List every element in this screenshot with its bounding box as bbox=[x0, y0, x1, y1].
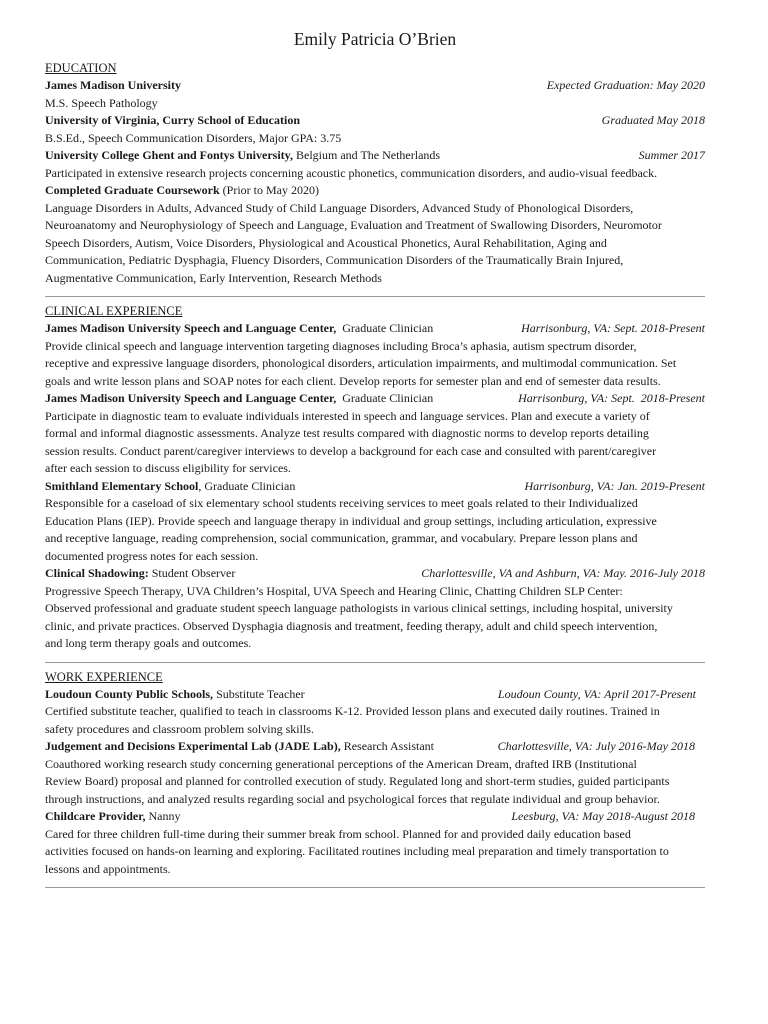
entry-line: receptive and expressive language disorders, phonological disorders, articulation impairments, and multimodal communication. Set bbox=[45, 356, 677, 370]
entry-line: Participate in diagnostic team to evaluate individuals interested in speech and language services. Plan and execute a variety of bbox=[45, 408, 650, 423]
education-heading: EDUCATION bbox=[45, 61, 117, 75]
clinical-heading: CLINICAL EXPERIENCE bbox=[45, 304, 183, 318]
school-date: Expected Graduation: May 2020 bbox=[546, 78, 705, 92]
entry-line: Certified substitute teacher, qualified to teach in classrooms K-12. Provided lesson plans and executed daily routines. Trained in bbox=[45, 704, 660, 718]
entry-line: Coauthored working research study concerning generational perceptions of the American Dream, drafted IRB (Institutional bbox=[45, 756, 637, 771]
entry-date: Charlottesville, VA and Ashburn, VA: May. 2016-July 2018 bbox=[421, 566, 705, 580]
entry-org: Loudoun County Public Schools, bbox=[45, 686, 214, 701]
school-name: University College Ghent and Fontys University, bbox=[45, 148, 293, 162]
entry-line: and long term therapy goals and outcomes. bbox=[45, 636, 252, 650]
entry-line: through instructions, and analyzed results regarding social and psychological forces that regulate individual and group behavior. bbox=[45, 791, 660, 806]
work-heading: WORK EXPERIENCE bbox=[45, 669, 163, 684]
coursework-heading bbox=[45, 182, 705, 200]
school-location: Belgium and The Netherlands bbox=[293, 148, 441, 162]
entry-line: and receptive language, reading comprehension, social communication, grammar, and vocabulary. Prepare lesson plans and bbox=[45, 531, 638, 545]
degree-text: B.S.Ed., Speech Communication Disorders, Major GPA: 3.75 bbox=[45, 130, 342, 145]
school-date: Summer 2017 bbox=[638, 148, 705, 162]
education-entry-ghent bbox=[45, 147, 705, 165]
entry-org: James Madison University Speech and Language Center, bbox=[45, 391, 337, 405]
education-section bbox=[45, 60, 705, 287]
entry-line: activities focused on hands-on learning and exploring. Facilitated routines including meal preparation and timely transportation to bbox=[45, 844, 669, 858]
clinical-entry-header bbox=[45, 390, 705, 408]
coursework-line: Language Disorders in Adults, Advanced Study of Child Language Disorders, Advanced Study of Phonological Disorders, bbox=[45, 200, 634, 215]
clinical-entry-header bbox=[45, 565, 705, 583]
entry-line: session results. Conduct parent/caregiver interviews to develop a background for each case and consulted with parent/caregiver bbox=[45, 443, 657, 458]
entry-role: Graduate Clinician bbox=[336, 391, 434, 405]
degree-text: M.S. Speech Pathology bbox=[45, 95, 158, 110]
work-entry-header bbox=[45, 738, 705, 756]
entry-date: Harrisonburg, VA: Sept. 2018-Present bbox=[518, 391, 705, 405]
clinical-section bbox=[45, 303, 705, 653]
entry-line: after each session to discuss eligibility for services. bbox=[45, 461, 291, 475]
coursework-line: Augmentative Communication, Early Intervention, Research Methods bbox=[45, 270, 382, 285]
section-divider bbox=[45, 662, 705, 663]
entry-role: Substitute Teacher bbox=[213, 686, 305, 701]
study-abroad-desc: Participated in extensive research projects concerning acoustic phonetics, communication disorders, and audio-visual feedback. bbox=[45, 165, 658, 180]
education-entry-jmu bbox=[45, 77, 705, 95]
entry-date: Charlottesville, VA: July 2016-May 2018 bbox=[497, 739, 695, 753]
coursework-title: Completed Graduate Coursework bbox=[45, 183, 220, 197]
work-entry-header bbox=[45, 686, 705, 704]
entry-line: Cared for three children full-time during their summer break from school. Planned for and provided daily education based bbox=[45, 826, 631, 841]
entry-role: Research Assistant bbox=[340, 739, 435, 753]
entry-line: Observed professional and graduate student speech language pathologists in various clinical settings, including hospital, university bbox=[45, 601, 673, 615]
resume-page bbox=[45, 28, 705, 894]
entry-date: Harrisonburg, VA: Sept. 2018-Present bbox=[521, 321, 705, 335]
entry-role: Student Observer bbox=[148, 566, 236, 580]
school-date: Graduated May 2018 bbox=[601, 113, 705, 127]
coursework-line: Neuroanatomy and Neurophysiology of Speech and Language, Evaluation and Treatment of Swallowing Disorders, Neuromotor bbox=[45, 218, 662, 232]
entry-line: Provide clinical speech and language intervention targeting diagnoses including Broca’s aphasia, autism spectrum disorder, bbox=[45, 338, 637, 353]
entry-role: Graduate Clinician bbox=[336, 321, 434, 335]
entry-line: goals and write lesson plans and SOAP notes for each client. Develop reports for semester plan and end of semester data results. bbox=[45, 373, 661, 388]
entry-org: James Madison University Speech and Language Center, bbox=[45, 321, 337, 335]
entry-date: Loudoun County, VA: April 2017-Present bbox=[497, 686, 696, 701]
entry-line: clinic, and private practices. Observed Dysphagia diagnosis and treatment, feeding therapy, adult and child speech intervention, bbox=[45, 618, 658, 633]
entry-role: , Graduate Clinician bbox=[198, 478, 296, 493]
school-name: James Madison University bbox=[45, 78, 181, 92]
coursework-line: Communication, Pediatric Dysphagia, Fluency Disorders, Communication Disorders of the Traumatically Brain Injured, bbox=[45, 253, 624, 267]
coursework-line: Speech Disorders, Autism, Voice Disorders, Physiological and Acoustical Phonetics, Aural Rehabilitation, Aging and bbox=[45, 235, 607, 250]
entry-org: Childcare Provider, bbox=[45, 809, 146, 823]
entry-line: documented progress notes for each session. bbox=[45, 548, 259, 563]
work-entry-header bbox=[45, 808, 705, 826]
clinical-entry-header bbox=[45, 320, 705, 338]
resume-name: Emily Patricia O’Brien bbox=[293, 29, 457, 49]
entry-role: Nanny bbox=[145, 809, 181, 823]
entry-date: Harrisonburg, VA: Jan. 2019-Present bbox=[524, 478, 705, 493]
entry-line: formal and informal diagnostic assessments. Analyze test results compared with diagnostic norms to develop reports detailing bbox=[45, 426, 649, 440]
section-divider bbox=[45, 296, 705, 297]
school-name: University of Virginia, Curry School of Education bbox=[45, 113, 301, 127]
coursework-note: (Prior to May 2020) bbox=[219, 183, 319, 197]
entry-org: Judgement and Decisions Experimental Lab (JADE Lab), bbox=[45, 739, 341, 753]
entry-line: safety procedures and classroom problem solving skills. bbox=[45, 721, 314, 736]
entry-line: Education Plans (IEP). Provide speech and language therapy in individual and group settings, including articulation, expressive bbox=[45, 513, 657, 528]
entry-line: Review Board) proposal and planned for controlled execution of study. Regulated long and short-term studies, guided participants bbox=[45, 774, 670, 788]
work-section bbox=[45, 669, 705, 879]
education-entry-uva bbox=[45, 112, 705, 130]
entry-date: Leesburg, VA: May 2018-August 2018 bbox=[511, 809, 695, 823]
entry-org: Clinical Shadowing: bbox=[45, 566, 149, 580]
entry-line: lessons and appointments. bbox=[45, 861, 171, 876]
entry-line: Progressive Speech Therapy, UVA Children’s Hospital, UVA Speech and Hearing Clinic, Chatting Children SLP Center: bbox=[45, 583, 623, 598]
section-divider bbox=[45, 887, 705, 888]
entry-org: Smithland Elementary School bbox=[45, 478, 199, 493]
entry-line: Responsible for a caseload of six elementary school students receiving services to meet goals related to their Individualized bbox=[45, 496, 638, 510]
clinical-entry-header bbox=[45, 478, 705, 496]
